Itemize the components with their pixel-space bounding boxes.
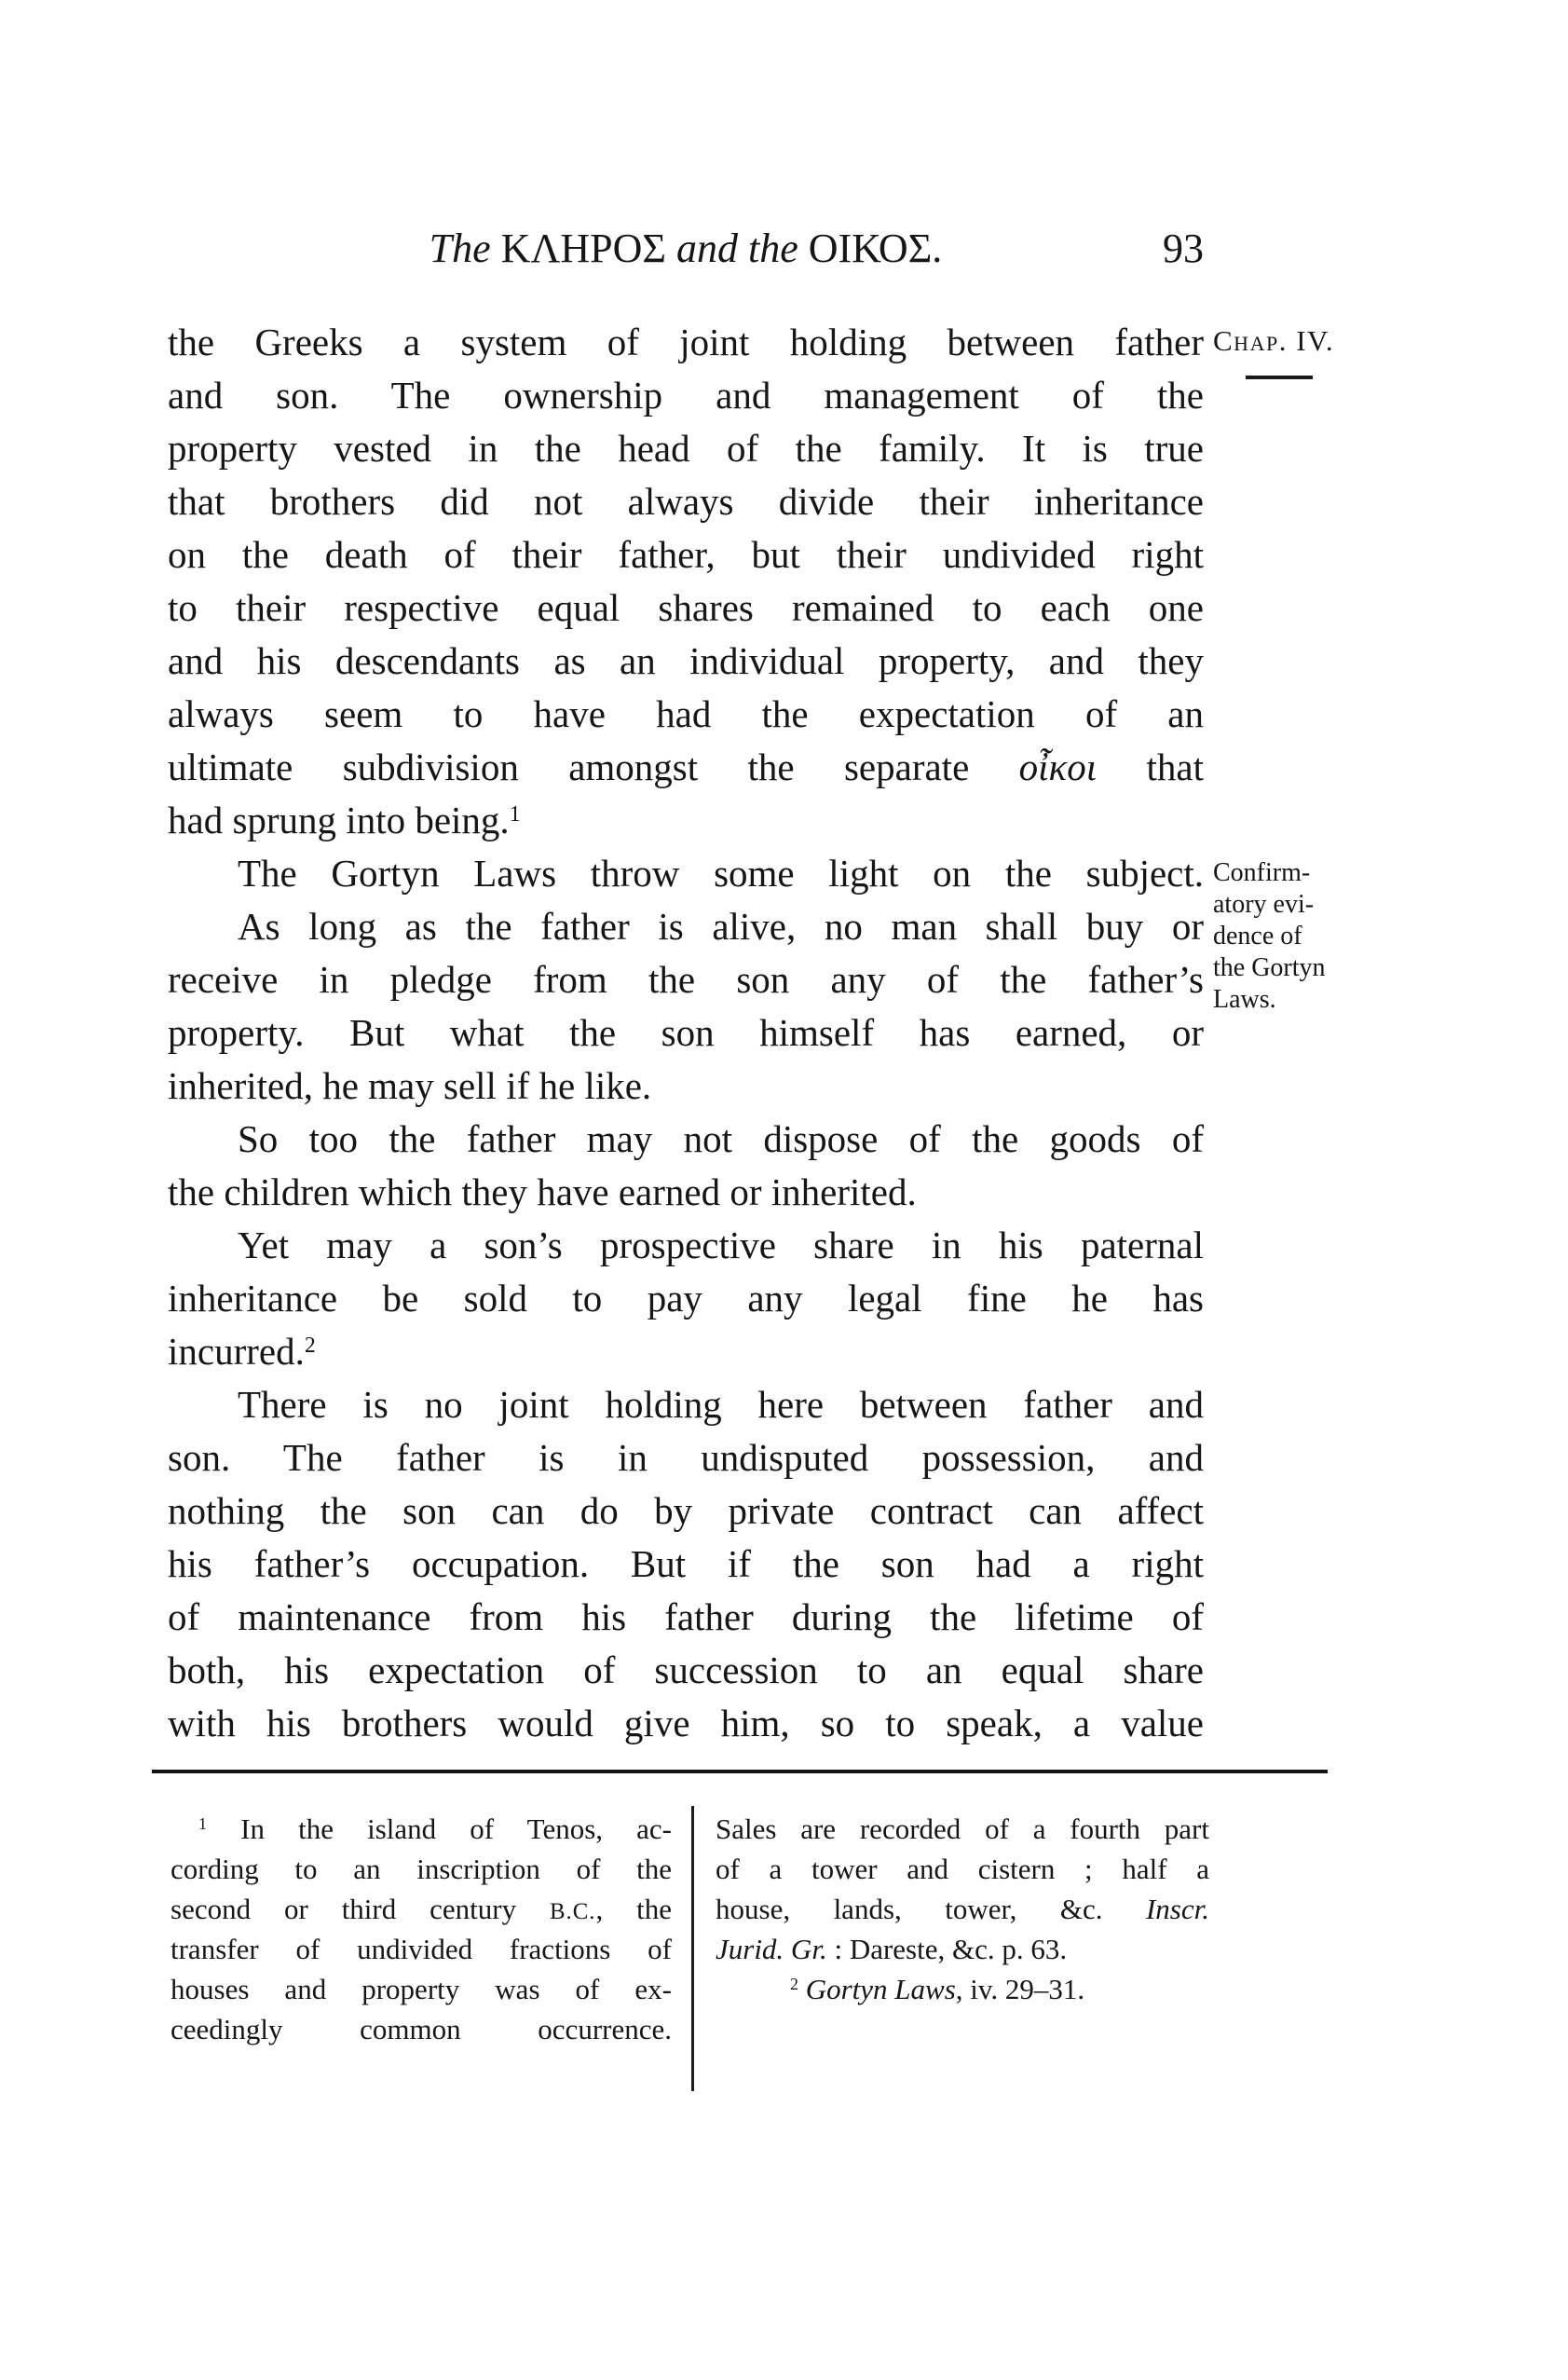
margin-note-chapter (1213, 323, 1334, 359)
text-line: Yet may a son’s prospective share in his paternal (238, 1224, 1204, 1266)
margin-note-line: Laws. (1213, 985, 1276, 1014)
chapter-label: Chap. IV. (1213, 324, 1335, 357)
small-caps-text: B.C. (549, 1899, 596, 1924)
text-line: son. The father is in undisputed possession, and (168, 1436, 1204, 1479)
footnote-column-left (170, 1809, 672, 2049)
margin-note-line: Confirm- (1213, 858, 1311, 887)
footnote-marker: 1 (509, 801, 521, 827)
footnote-marker: 2 (790, 1975, 798, 1994)
text-line: that brothers did not always divide their inheritance (168, 480, 1204, 523)
text-line: to their respective equal shares remained to each one (168, 586, 1204, 629)
footnote-column-divider (691, 1806, 694, 2091)
text-line: the children which they have earned or inherited. (168, 1170, 917, 1213)
margin-note-line: atory evi- (1213, 890, 1315, 919)
footnote-line: houses and property was of ex- (170, 1973, 672, 2005)
text-line: property. But what the son himself has earned, or (168, 1011, 1204, 1054)
text-line: As long as the father is alive, no man shall buy or (238, 905, 1204, 948)
page-number (168, 222, 1204, 276)
body-text (168, 316, 1204, 1750)
italic-text: οἶκοι (1018, 745, 1098, 788)
text-line: the Greeks a system of joint holding between father (168, 321, 1204, 363)
italic-text: The (429, 226, 501, 271)
greek-text: ΟΙΚΟΣ. (808, 226, 943, 271)
text-line: inherited, he may sell if he like. (168, 1064, 652, 1107)
footnote-line: cording to an inscription of the (170, 1853, 672, 1885)
greek-text: ΚΛΗΡΟΣ (500, 226, 666, 271)
text-line: property vested in the head of the family. It is true (168, 427, 1204, 470)
text-line: incurred.$^2$ (168, 1330, 316, 1373)
text-line: always seem to have had the expectation of an (168, 692, 1204, 735)
margin-note-line: dence of (1213, 922, 1302, 951)
footnote-line: ceedingly common occurrence. (170, 2013, 672, 2045)
footnote-line: $^1$ In the island of Tenos, ac- (198, 1812, 672, 1845)
margin-note-line: the Gortyn (1213, 953, 1326, 982)
text-line: nothing the son can do by private contract can affect (168, 1489, 1204, 1532)
text-line: inheritance be sold to pay any legal fine he has (168, 1277, 1204, 1320)
text-line: with his brothers would give him, so to speak, a value (168, 1702, 1204, 1744)
footnote-line: transfer of undivided fractions of (170, 1933, 672, 1965)
footnote-line: Sales are recorded of a fourth part (716, 1812, 1209, 1845)
text-line: receive in pledge from the son any of the father’s (168, 958, 1204, 1001)
footnote-marker: 2 (304, 1333, 316, 1358)
footnote-separator-rule (152, 1770, 1328, 1773)
text-line: of maintenance from his father during the lifetime of (168, 1595, 1204, 1638)
text-line: and son. The ownership and management of the (168, 374, 1204, 417)
italic-text: Gortyn Laws (805, 1973, 956, 2005)
footnote-line: of a tower and cistern ; half a (716, 1853, 1209, 1885)
text-line: and his descendants as an individual property, and they (168, 639, 1204, 682)
chapter-underline-rule (1246, 376, 1313, 379)
italic-text: Inscr. (1145, 1893, 1209, 1925)
footnote-line: house, lands, tower, &c. Inscr. (716, 1893, 1209, 1925)
text-line: had sprung into being.$^1$ (168, 799, 521, 841)
margin-note-confirmatory (1213, 857, 1326, 1016)
footnote-column-right (716, 1809, 1209, 2009)
text-line: So too the father may not dispose of the goods of (238, 1117, 1204, 1160)
italic-text: Jurid. Gr. (716, 1933, 827, 1965)
footnote-line: Jurid. Gr. : Dareste, &c. p. 63. (716, 1933, 1068, 1965)
footnote-marker: 1 (198, 1814, 207, 1834)
page-number-value: 93 (1163, 226, 1204, 271)
italic-text: and the (665, 226, 809, 271)
text-line: ultimate subdivision amongst the separate οἶκοι that (168, 745, 1204, 788)
text-line: both, his expectation of succession to an equal share (168, 1648, 1204, 1691)
text-line: his father’s occupation. But if the son had a right (168, 1542, 1204, 1585)
text-line: on the death of their father, but their undivided right (168, 533, 1204, 576)
text-line: There is no joint holding here between father and (238, 1383, 1204, 1426)
footnote-line: second or third century B.C., the (170, 1893, 672, 1925)
footnote-line: $^2$ Gortyn Laws, iv. 29–31. (790, 1973, 1085, 2005)
text-line: The Gortyn Laws throw some light on the subject. (238, 852, 1204, 895)
